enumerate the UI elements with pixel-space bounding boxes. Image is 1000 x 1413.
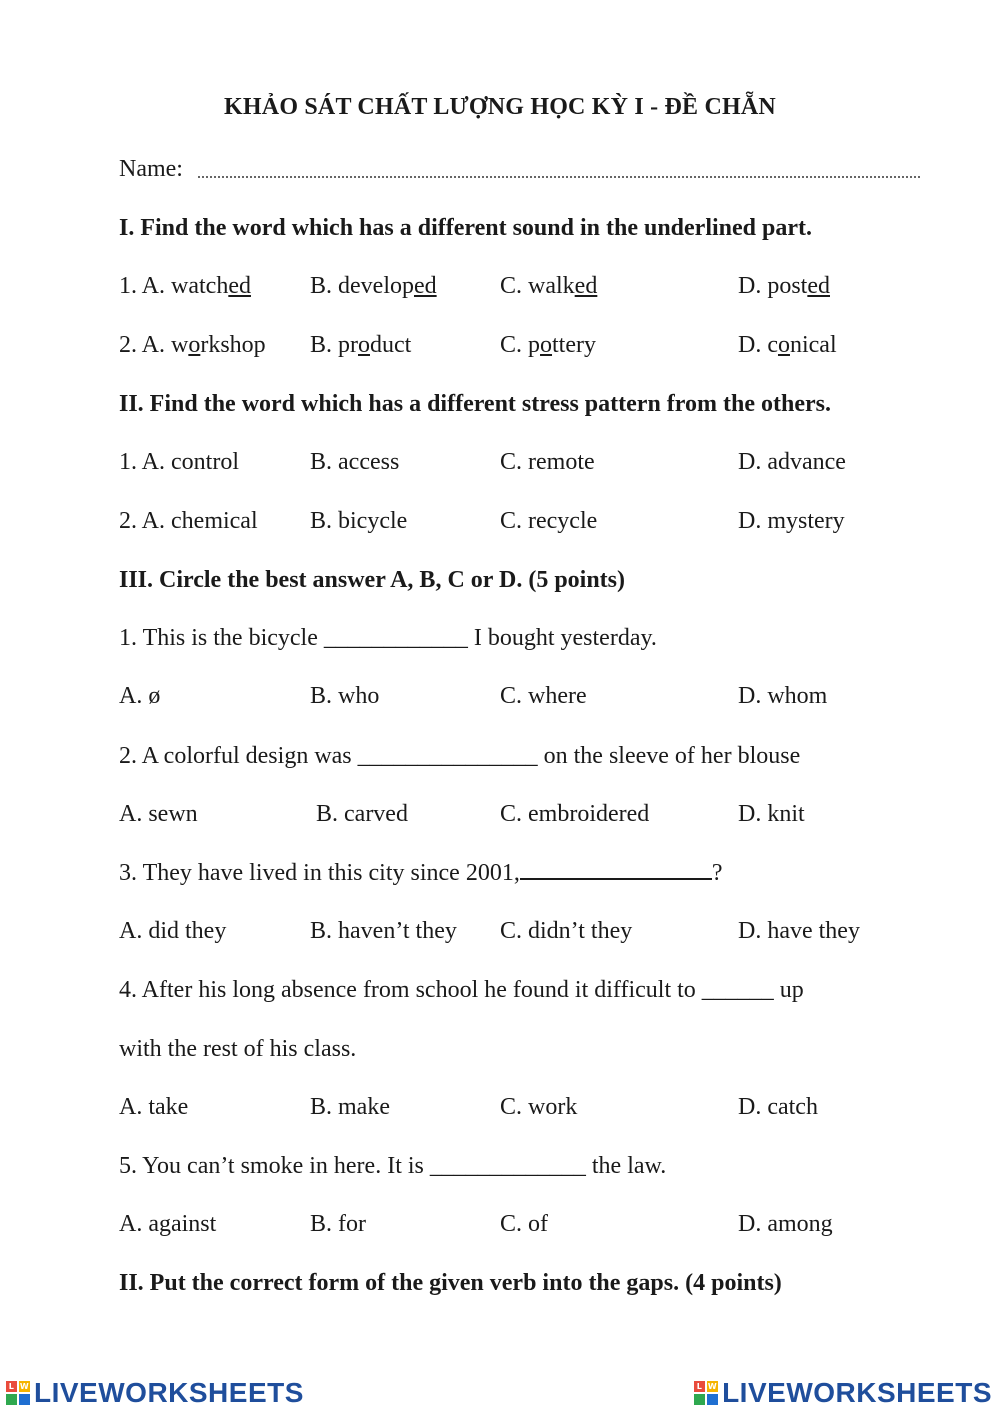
s3-q4-stem: 4. After his long absence from school he found it difficult to ______ up [119, 977, 804, 1003]
s3-q3-option-b[interactable]: B. haven’t they [310, 918, 457, 944]
s2-q2-option-d: D. mystery [738, 508, 845, 534]
s3-q4-stem-line2: with the rest of his class. [119, 1036, 357, 1062]
s2-q1-option-a: 1. A. control [119, 449, 239, 475]
s3-q2-option-d[interactable]: D. knit [738, 801, 805, 827]
liveworksheets-logo-right[interactable]: L W LIVEWORKSHEETS [694, 1376, 992, 1410]
s3-q5-option-d[interactable]: D. among [738, 1211, 833, 1237]
s3-q1-option-d[interactable]: D. whom [738, 683, 828, 709]
section-1-heading: I. Find the word which has a different sound in the underlined part. [119, 215, 812, 241]
liveworksheets-logo-left[interactable]: L W LIVEWORKSHEETS [6, 1376, 304, 1410]
s3-q5-stem: 5. You can’t smoke in here. It is _____________ the law. [119, 1153, 667, 1179]
s3-q5-option-c[interactable]: C. of [500, 1211, 548, 1237]
s3-q4-blank[interactable]: ______ [701, 977, 774, 1003]
s3-q1-blank[interactable]: ____________ [323, 625, 468, 651]
s3-q3-option-a[interactable]: A. did they [119, 918, 227, 944]
s3-q4-option-b[interactable]: B. make [310, 1094, 390, 1120]
s3-q5-blank[interactable]: _____________ [429, 1153, 586, 1179]
s1-q2-option-d: D. conical [738, 332, 837, 358]
s3-q1-stem: 1. This is the bicycle ____________ I bought yesterday. [119, 625, 657, 651]
s1-q2-option-b: B. product [310, 332, 412, 358]
s1-q1-option-a: 1. A. watched [119, 273, 251, 299]
s2-q1-option-b: B. access [310, 449, 400, 475]
name-input-line[interactable] [198, 176, 920, 178]
section-3-heading: III. Circle the best answer A, B, C or D. (5 points) [119, 567, 626, 593]
s3-q2-stem: 2. A colorful design was _______________ on the sleeve of her blouse [119, 743, 801, 769]
s1-q1-option-c: C. walked [500, 273, 598, 299]
s3-q1-option-a[interactable]: A. ø [119, 683, 161, 709]
s1-q2-option-c: C. pottery [500, 332, 596, 358]
section-2-heading: II. Find the word which has a different stress pattern from the others. [119, 391, 831, 417]
s3-q5-option-a[interactable]: A. against [119, 1211, 217, 1237]
s3-q2-option-a[interactable]: A. sewn [119, 801, 198, 827]
s3-q2-option-c[interactable]: C. embroidered [500, 801, 650, 827]
s3-q4-option-d[interactable]: D. catch [738, 1094, 818, 1120]
s2-q2-option-a: 2. A. chemical [119, 508, 258, 534]
s3-q4-option-c[interactable]: C. work [500, 1094, 578, 1120]
s3-q2-blank[interactable]: _______________ [357, 743, 538, 769]
s3-q1-option-b[interactable]: B. who [310, 683, 380, 709]
name-label: Name: [119, 156, 183, 182]
s2-q2-option-c: C. recycle [500, 508, 598, 534]
s2-q1-option-d: D. advance [738, 449, 846, 475]
s1-q1-option-d: D. posted [738, 273, 830, 299]
page-title: KHẢO SÁT CHẤT LƯỢNG HỌC KỲ I - ĐỀ CHẴN [224, 94, 776, 120]
liveworksheets-icon: L W [6, 1381, 30, 1405]
section-4-heading: II. Put the correct form of the given verb into the gaps. (4 points) [119, 1270, 782, 1296]
s3-q5-option-b[interactable]: B. for [310, 1211, 366, 1237]
s3-q1-option-c[interactable]: C. where [500, 683, 587, 709]
s3-q3-option-d[interactable]: D. have they [738, 918, 860, 944]
s2-q1-option-c: C. remote [500, 449, 595, 475]
s3-q2-option-b[interactable]: B. carved [316, 801, 408, 827]
s3-q3-option-c[interactable]: C. didn’t they [500, 918, 633, 944]
s3-q3-blank[interactable] [520, 858, 712, 880]
s1-q1-option-b: B. developed [310, 273, 437, 299]
s3-q3-stem: 3. They have lived in this city since 2001, ? [119, 860, 723, 886]
liveworksheets-icon: L W [694, 1381, 718, 1405]
s1-q2-option-a: 2. A. workshop [119, 332, 266, 358]
s2-q2-option-b: B. bicycle [310, 508, 408, 534]
s3-q4-option-a[interactable]: A. take [119, 1094, 189, 1120]
